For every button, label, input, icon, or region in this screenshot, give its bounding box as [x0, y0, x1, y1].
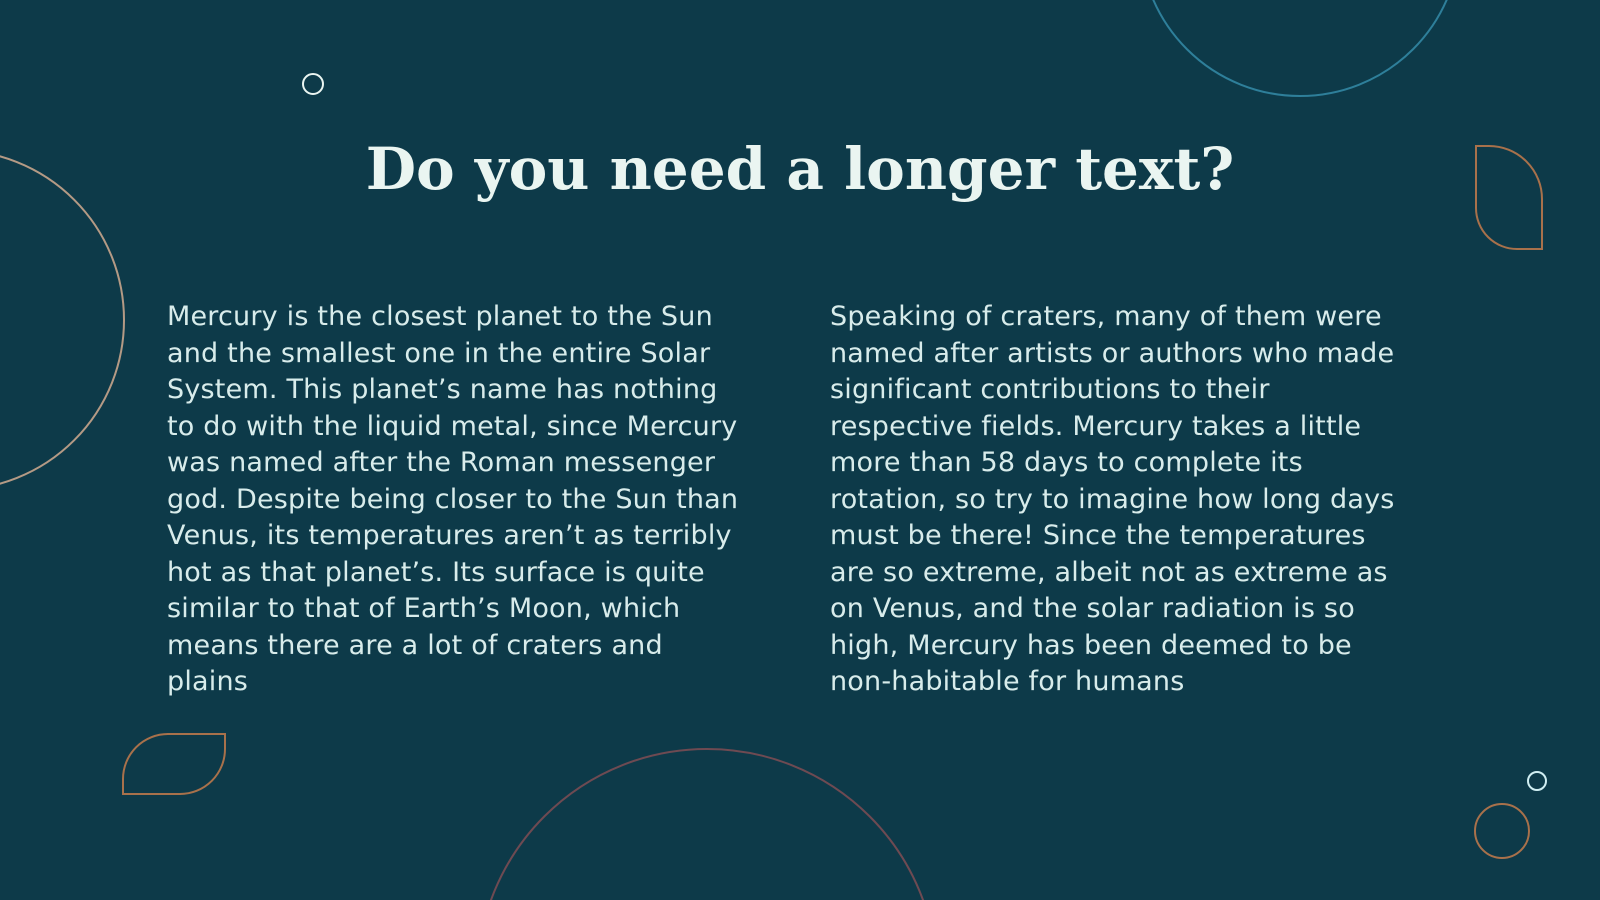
- body-text-right: Speaking of craters, many of them were named after artists or authors who made significant contributions to their respective fields. Mercury takes a little more than 58 days to complete its rotation, so try to imagine how long days must be there! Since the temperatures are so extreme, albeit not as extreme as on Venus, and the solar radiation is so high, Mercury has been deemed to be non-habitable for humans: [830, 301, 1395, 697]
- leaf-shape-bottom-left-icon: [122, 733, 226, 795]
- body-columns: [167, 272, 1408, 728]
- small-circle-outline-bottom-icon: [1527, 771, 1547, 791]
- orange-circle-outline-icon: [1474, 803, 1530, 859]
- slide-title: Do you need a longer text?: [365, 134, 1235, 203]
- teal-circle-arc-icon: [1139, 0, 1461, 97]
- body-text-left: Mercury is the closest planet to the Sun and the smallest one in the entire Solar System. This planet’s name has nothing to do with the liquid metal, since Mercury was named after the Roman messenger god. Despite being closer to the Sun than Venus, its temperatures aren’t as terribly hot as that planet’s. Its surface is quite similar to that of Earth’s Moon, which means there are a lot of craters and plains: [167, 301, 739, 697]
- circle-arc-bottom-icon: [476, 748, 938, 900]
- small-circle-outline-icon: [302, 73, 324, 95]
